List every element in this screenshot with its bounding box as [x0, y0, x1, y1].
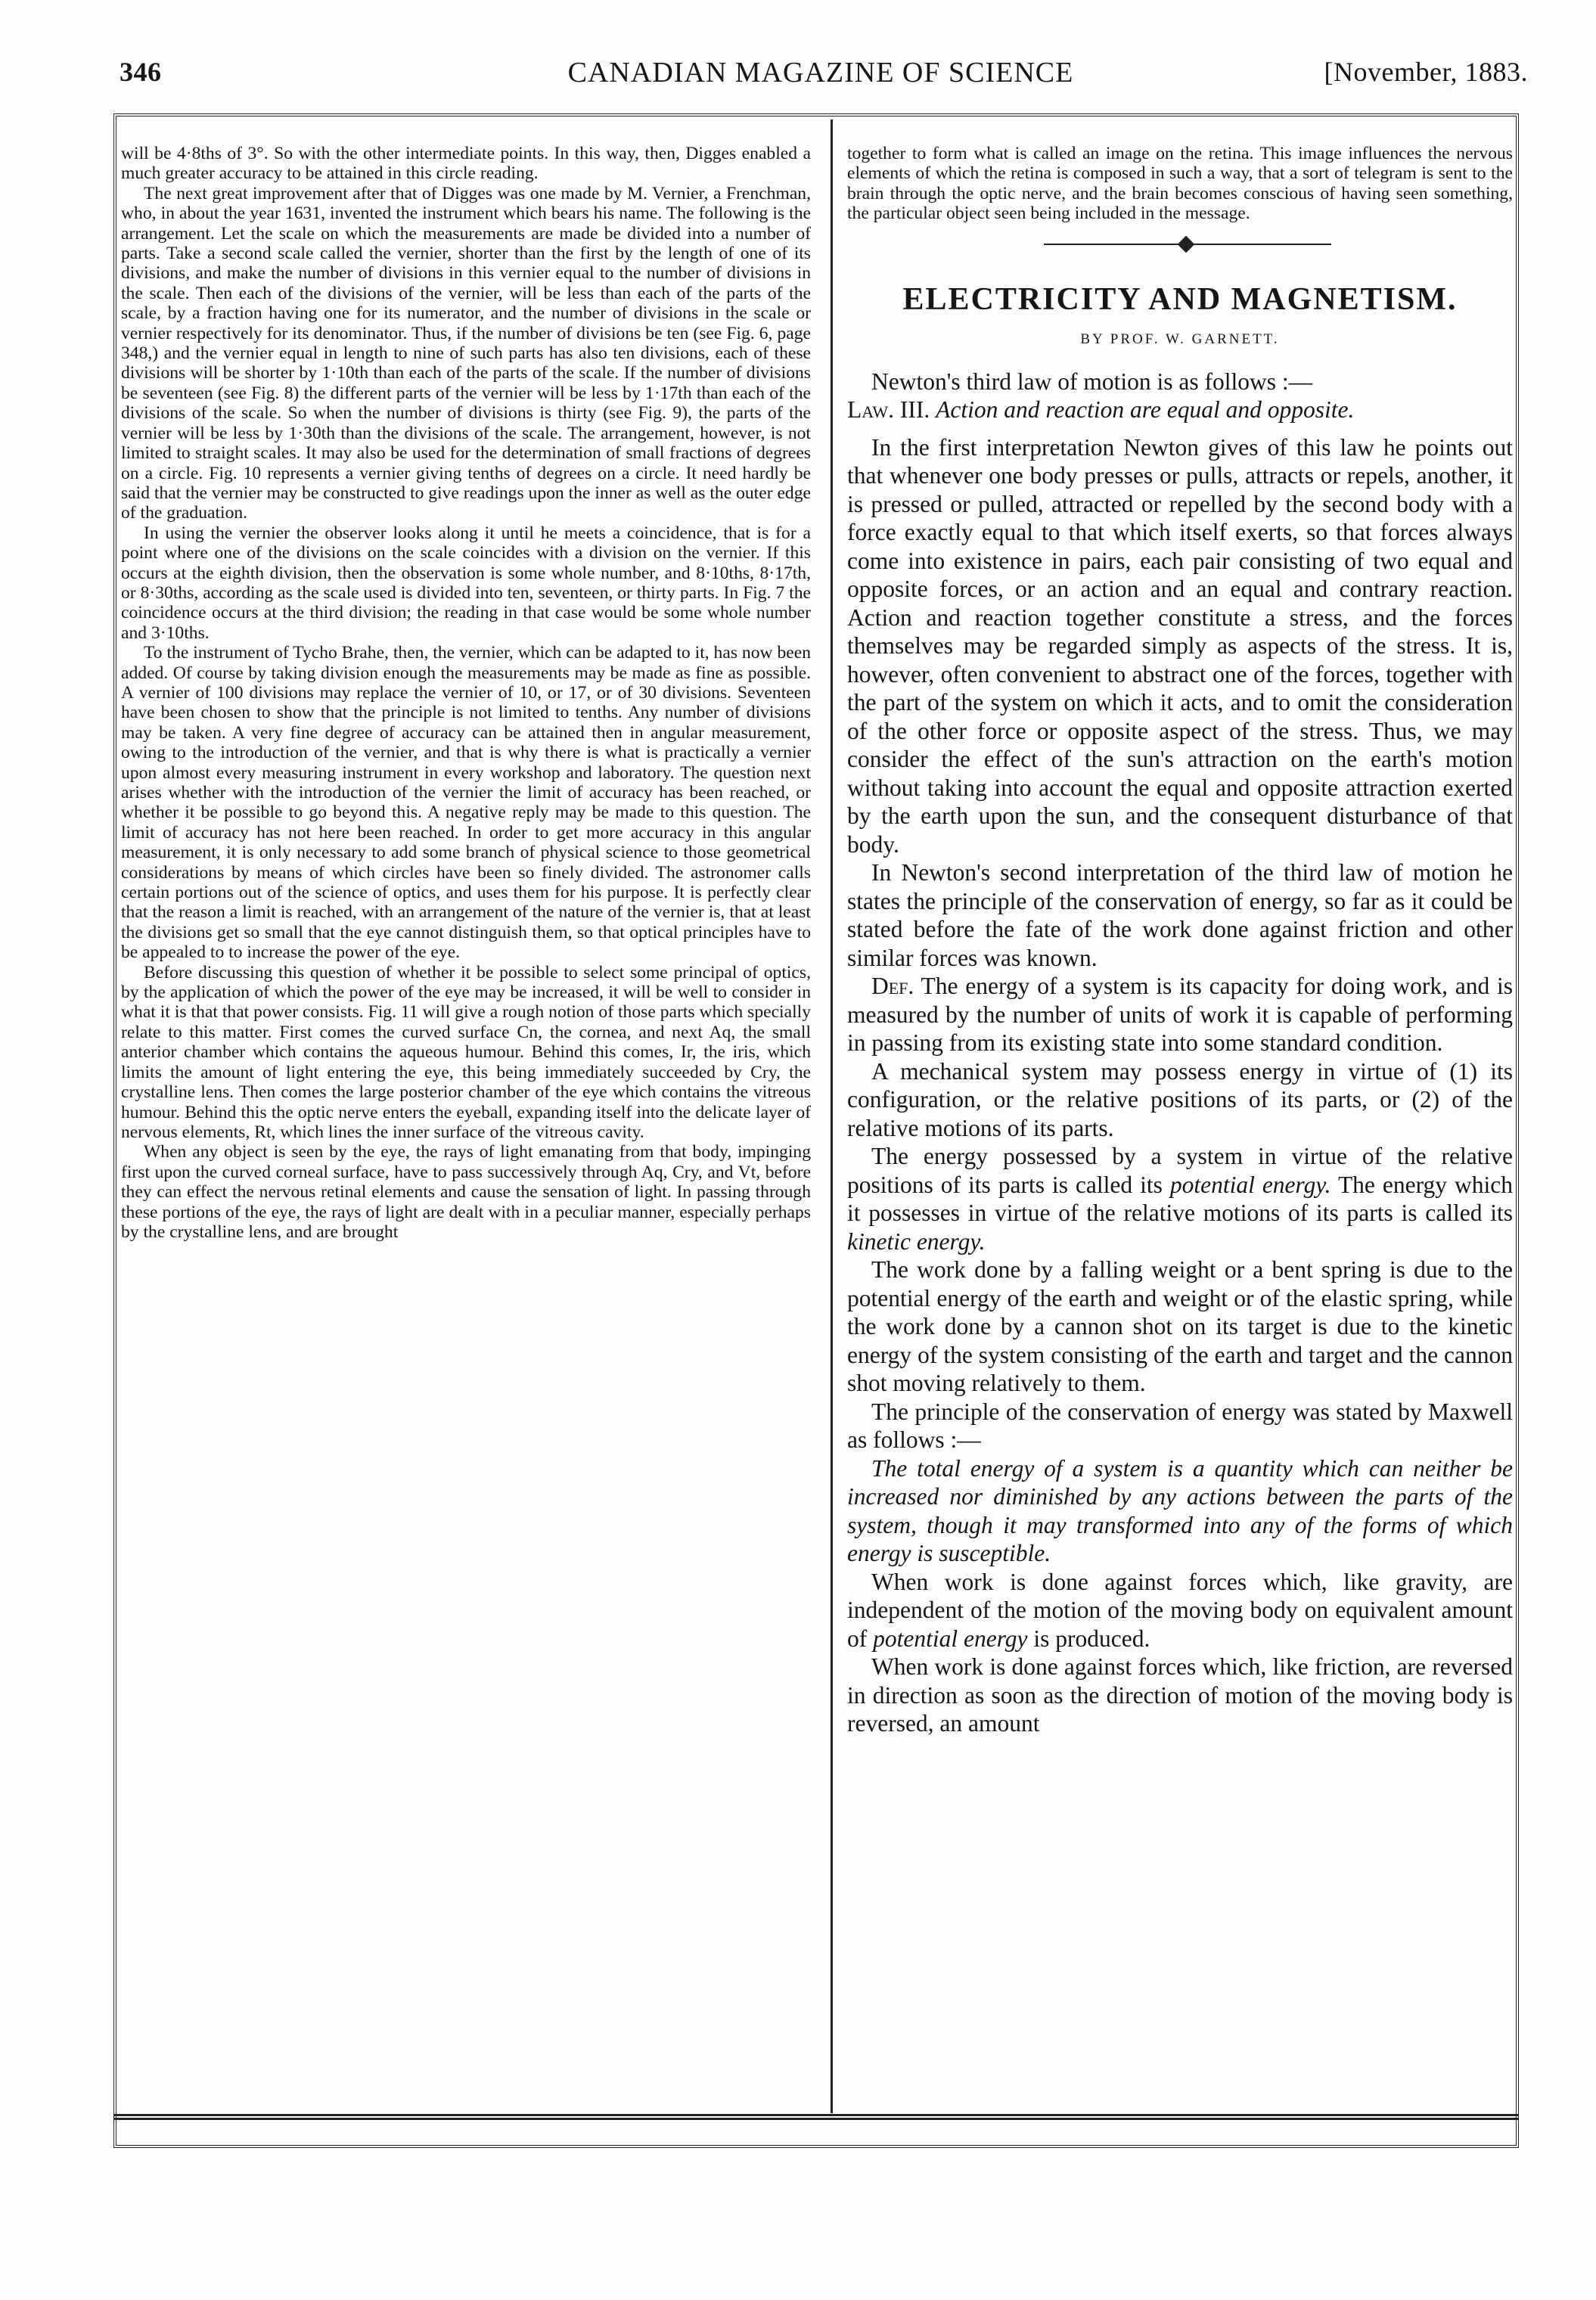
paragraph [847, 1142, 1513, 1256]
article-title: ELECTRICITY AND MAGNETISM. [902, 281, 1458, 317]
right-column [847, 144, 1513, 1738]
left-column [121, 144, 811, 1242]
paragraph: The work done by a falling weight or a bent spring is due to the potential energy of the earth and weight or of the elastic spring, while the work done by a cannon shot on its target is due to the kinetic energy of the system consisting of the earth and target and the cannon shot moving relatively to them. [847, 1256, 1513, 1397]
paragraph: When any object is seen by the eye, the rays of light emanating from that body, impinging first upon the curved corneal surface, have to pass successively through Aq, Cry, and Vt, before they can effect the nervous retinal elements and cause the sensation of light. In passing through these portions of the eye, the rays of light are dealt with in a peculiar manner, especially perhaps by the crystalline lens, and are brought [121, 1142, 811, 1242]
text-run: The energy which it possesses in virtue of the relative motions of its parts is called its [847, 1171, 1513, 1227]
section-divider-ornament [847, 228, 1513, 259]
paragraph: together to form what is called an image on the retina. This image influences the nervous elements of which the retina is composed in such a way, that a sort of telegram is sent to the brain through the optic nerve, and the brain becomes conscious of having seen something, the particular object seen being included in the message. [847, 144, 1513, 224]
paragraph: The principle of the conservation of energy was stated by Maxwell as follows :— [847, 1398, 1513, 1454]
continued-paragraph [847, 144, 1513, 224]
issue-date: [November, 1883. [1324, 57, 1528, 87]
definition-paragraph [847, 972, 1513, 1057]
article-body [847, 368, 1513, 1738]
text-run: is produced. [1033, 1625, 1150, 1652]
law-label: Law. III. [847, 396, 930, 424]
diamond-ornament-icon [1178, 235, 1195, 253]
term-potential-energy: potential energy [873, 1625, 1028, 1652]
bottom-rule [113, 2114, 1519, 2120]
paragraph [847, 1568, 1513, 1653]
text-run: The energy possessed by a system in virtue of the relative positions of its parts is called its [847, 1143, 1513, 1198]
paragraph: To the instrument of Tycho Brahe, then, the vernier, which can be adapted to it, has now been added. Of course by taking division enough the measurements may be made as fine as possible. A vernier of 100 divisions may replace the vernier of 10, or 17, or of 30 divisions. Seventeen have been chosen to show that the principle is not limited to tenths. Any number of divisions may be taken. A very fine degree of accuracy can be attained then in angular measurement, owing to the introduction of the vernier, and that is why there is what is practically a vernier upon almost every measuring instrument in every workshop and laboratory. The question next arises whether with the introduction of the vernier the limit of accuracy has been reached, or whether it be possible to go beyond this. A negative reply may be made to this question. The limit of accuracy has not here been reached. In order to get more accuracy in this angular measurement, it is only necessary to add some branch of physical science to those geometrical considerations by means of which circles have been so finely divided. The astronomer calls certain portions out of the science of optics, and uses them for his purpose. It is perfectly clear that the reason a limit is reached, with an arrangement of the nature of the vernier is, that at least the divisions get so small that the eye cannot distinguish them, so that optical principles have to be appealed to to increase the power of the eye. [121, 643, 811, 963]
paragraph: Before discussing this question of whether it be possible to select some principal of optics, by the application of which the power of the eye may be increased, it will be well to consider in what it is that that power consists. Fig. 11 will give a rough notion of those parts which specially relate to this matter. First comes the curved surface Cn, the cornea, and next Aq, the small anterior chamber which contains the aqueous humour. Behind this comes, Ir, the iris, which limits the amount of light entering the eye, this being immediately succeeded by Cry, the crystalline lens. Then comes the large posterior chamber of the eye which contains the vitreous humour. Behind this the optic nerve enters the eyeball, expanding itself into the delicate layer of nervous elements, Rt, which lines the inner surface of the vitreous cavity. [121, 962, 811, 1142]
paragraph: In Newton's second interpretation of the third law of motion he states the principle of the conservation of energy, so far as it could be stated before the fate of the work done against friction and other similar forces was known. [847, 859, 1513, 971]
paragraph: In the first interpretation Newton gives of this law he points out that whenever one body presses or pulls, attracts or repels, another, it is pressed or pulled, attracted or repelled by the second body with a force exactly equal to that which itself exerts, so that forces always come into existence in pairs, each pair consisting of two equal and opposite forces, or an action and an equal and contrary reaction. Action and reaction together constitute a stress, and the forces themselves may be regarded simply as aspects of the stress. It is, however, often convenient to abstract one of the forces, together with the part of the system on which it acts, and to omit the consideration of the other force or opposite aspect of the stress. Thus, we may consider the effect of the sun's attraction on the earth's motion without taking into account the equal and opposite attraction exerted by the earth upon the sun, and the consequent disturbance of that body. [847, 433, 1513, 858]
term-potential-energy: potential energy. [1169, 1171, 1331, 1198]
quote-text: The total energy of a system is a quantity which can neither be increased nor diminished by any actions between the parts of the system, though it may transformed into any of the forms of which energy is susceptible. [847, 1454, 1513, 1567]
paragraph: will be 4·8ths of 3°. So with the other intermediate points. In this way, then, Digges enabled a much greater accuracy to be attained in this circle reading. [121, 144, 811, 184]
paragraph: In using the vernier the observer looks along it until he meets a coincidence, that is for a point where one of the divisions on the scale coincides with a division on the vernier. If this occurs at the eighth division, then the observation is some whole number, and 8·10ths, 8·17th, or 8·30ths, according as the scale used is divided into ten, seventeen, or thirty parts. In Fig. 7 the coincidence occurs at the third division; the reading in that case would be some whole number and 3·10ths. [121, 523, 811, 643]
definition-text: The energy of a system is its capacity for doing work, and is measured by the number of units of work it is capable of performing in passing from its existing state into some standard condition. [847, 973, 1513, 1057]
maxwell-quote [847, 1454, 1513, 1568]
running-title: CANADIAN MAGAZINE OF SCIENCE [567, 57, 1074, 88]
paragraph: A mechanical system may possess energy in virtue of (1) its configuration, or the relative positions of its parts, or (2) of the relative motions of its parts. [847, 1057, 1513, 1141]
column-divider [831, 120, 833, 2113]
law-text: Action and reaction are equal and opposite. [936, 396, 1355, 424]
paragraph: When work is done against forces which, like friction, are reversed in direction as soon as the direction of motion of the moving body is reversed, an amount [847, 1653, 1513, 1737]
term-kinetic-energy: kinetic energy. [847, 1228, 986, 1255]
paragraph: The next great improvement after that of Digges was one made by M. Vernier, a Frenchman, who, in about the year 1631, invented the instrument which bears his name. The following is the arrangement. Let the scale on which the measurements are made be divided into a number of parts. Take a second scale called the vernier, shorter than the first by the length of one of its divisions, and make the number of divisions in this vernier equal to the number of divisions in the scale. Then each of the divisions of the vernier, will be less than each of the parts of the scale, by a fraction having one for its numerator, and the number of divisions in the scale or vernier respectively for its denominator. Thus, if the number of divisions be ten (see Fig. 6, page 348,) and the vernier equal in length to nine of such parts has also ten divisions, each of these divisions will be shorter by 1·10th than each of the parts of the scale. If the number of divisions be seventeen (see Fig. 8) the different parts of the vernier will be less by 1·17th than each of the divisions of the scale. So when the number of divisions is thirty (see Fig. 9), the parts of the vernier will be less by 1·30th than the divisions of the scale. The arrangement, however, is not limited to straight scales. It may also be used for the determination of small fractions of degrees on a circle. Fig. 10 represents a vernier giving tenths of degrees on a circle. It need hardly be said that the vernier may be constructed to give readings upon the inner as well as the outer edge of the graduation. [121, 183, 811, 523]
page-number: 346 [120, 57, 162, 87]
law-statement [847, 396, 1513, 424]
text-run: When work is done against forces which, like gravity, are independent of the motion of the moving body on equivalent amount of [847, 1568, 1513, 1652]
article-byline: BY PROF. W. GARNETT. [1080, 331, 1280, 347]
page-header [113, 51, 1528, 97]
intro-paragraph: Newton's third law of motion is as follows :— [871, 368, 1313, 395]
definition-label: Def. [871, 973, 914, 1000]
